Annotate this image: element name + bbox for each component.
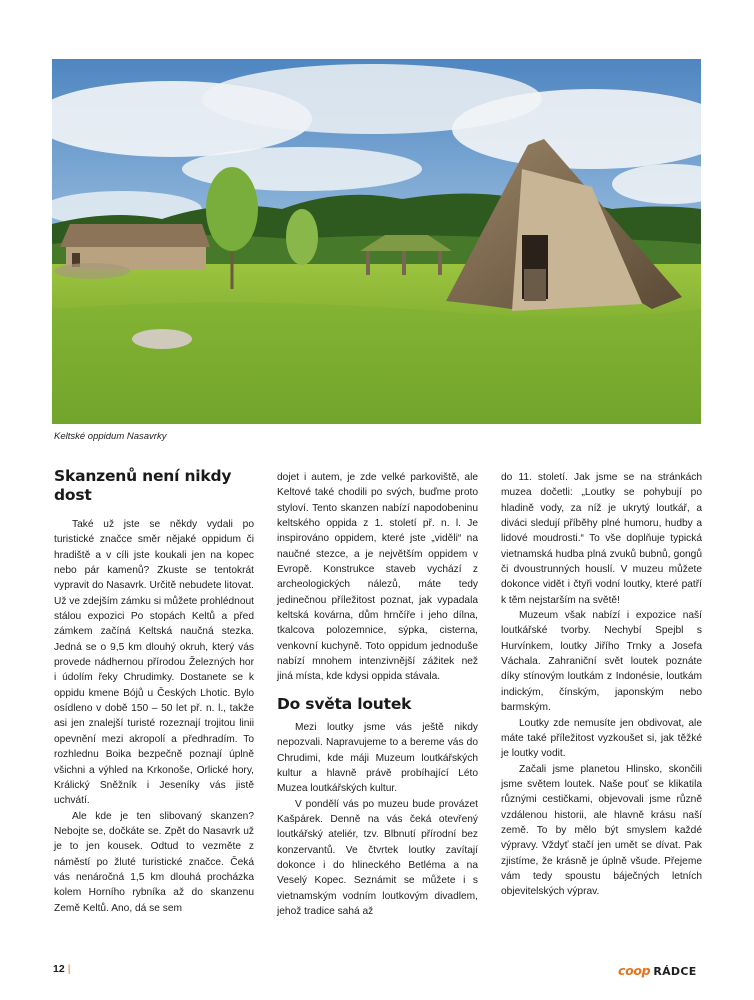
page-number-value: 12 (53, 963, 65, 975)
coop-radce-logo (618, 960, 697, 979)
paragraph: dojet i autem, je zde velké parkoviště, ale Keltové také chodili po svých, buďme proto styloví. Tento skanzen nabízí napodobeninu keltského oppida z 1. století př. n. l. Je inspirováno oppidem, které jste „viděli“ na naučné stezce, a je největším oppidem v Evropě. Konstrukce staveb vychází z archeologických nálezů, máte tedy jedinečnou příležitost poznat, jak vypadala keltská kovárna, dům hrnčíře i jeho dílna, tkalcova polozemnice, sýpka, cisterna, venkovní kuchyně. Toto oppidum jednoduše nabízí mnohem intenzivnější zážitek než jiná místa, kde kdysi oppida stávala. (277, 472, 478, 683)
paragraph: Muzeum však nabízí i expozice naší loutkářské tvorby. Nechybí Spejbl s Hurvínkem, loutky Jiřího Trnky a Josefa Váchala. Zahraniční svět loutek poznáte díky stínovým loutkám z Indonésie, loutkám indickým, čínským, japonským nebo barmským. (501, 610, 702, 714)
paragraph: Ale kde je ten slibovaný skanzen? Nebojte se, dočkáte se. Zpět do Nasavrk už je to jen kousek. Odtud to vezměte z náměstí po žluté turistické značce. Čeká vás nenáročná 1,5 km dlouhá procházka kolem Horního rybníka až do skanzenu Země Keltů. Ano, dá se sem (54, 810, 254, 914)
paragraph: Loutky zde nemusíte jen obdivovat, ale máte také příležitost vyzkoušet si, jak těžké je loutky vodit. (501, 717, 702, 760)
paragraph: do 11. století. Jak jsme se na stránkách muzea dočetli: „Loutky se pohybují po hladině vody, za níž je ukrytý loutkář, a diváci sledují příběhy plné humoru, hudby a lidové moudrosti.“ To vše doplňuje typická vietnamská hudba plná zvuků bubnů, gongů či dvoustrunných houslí. V muzeu můžete dokonce vidět i čtyři vodní loutky, které patří k těm nejstarším na světě! (501, 472, 702, 606)
photo-caption: Keltské oppidum Nasavrky (54, 431, 167, 442)
section-heading-loutky: Do světa loutek (277, 694, 412, 713)
paragraph: Začali jsme planetou Hlinsko, skončili jsme světem loutek. Naše pouť se klikatila různými cestičkami, objevovali jsme různě vzdálenou historii, ale hlavně krásu naší země. To by mělo být smyslem každé výpravy. Vždyť stačí jen umět se dívat. Pak zjistíme, že krásně je úplně všude. Přejeme vám tedy spoustu báječných letních objevitelských výprav. (501, 763, 702, 898)
section-heading-skanzeny: Skanzenů není nikdy dost (54, 467, 232, 504)
paragraph: Také už jste se někdy vydali po turistické značce směr nějaké oppidum či hradiště a v cíli jste koukali jen na kopec nebo pár kamenů? Zkuste se tentokrát vypravit do Nasavrk. Určitě nebudete litovat. Už ve zdejším zámku si můžete prohlédnout stálou expozici Po stopách Keltů a před zámkem začíná Keltská naučná stezka. Jedná se o 9,5 km dlouhý okruh, který vás provede nádhernou přírodou Železných hor i údolím řeky Chrudimky. Dostanete se k oppidu kmene Bójů u Českých Lhotic. Bylo osídleno v době 150 – 50 let př. n. l., takže asi jen znalejší turisté rozeznají trojitou linii opevnění mezi akropolí a předhradím. To rozhlednu Boika bezpečně poznají úplně všichni a výhled na Krkonoše, Orlické hory, Králický Sněžník i Jeseníky vás jistě uchvátí. (54, 519, 254, 807)
article-column-2 (277, 470, 478, 919)
logo-radce: RÁDCE (653, 965, 697, 978)
paragraph: V pondělí vás po muzeu bude provázet Kašpárek. Denně na vás čeká otevřený loutkářský ateliér, tzv. Blbnutí přírodní bez konzervantů. Ve čtvrtek loutky zavítají dokonce i do hlineckého Betléma a na Veselý Kopec. Seznámit se můžete i s vietnamským vodním loutkovým divadlem, jehož tradice sahá až (277, 798, 478, 917)
hero-photo (52, 59, 701, 424)
page-number-separator: | (67, 963, 71, 975)
logo-coop: coop (618, 963, 651, 978)
article-column-3 (501, 470, 702, 900)
skanzen-landscape-image (52, 59, 701, 424)
paragraph: Mezi loutky jsme vás ještě nikdy nepozvali. Napravujeme to a bereme vás do Chrudimi, kde máji Muzeum loutkářských kultur a hlavně právě probíhající Léto Muzea loutkářských kultur. (277, 721, 478, 795)
page-number (53, 963, 70, 975)
article-column-1 (54, 467, 254, 916)
